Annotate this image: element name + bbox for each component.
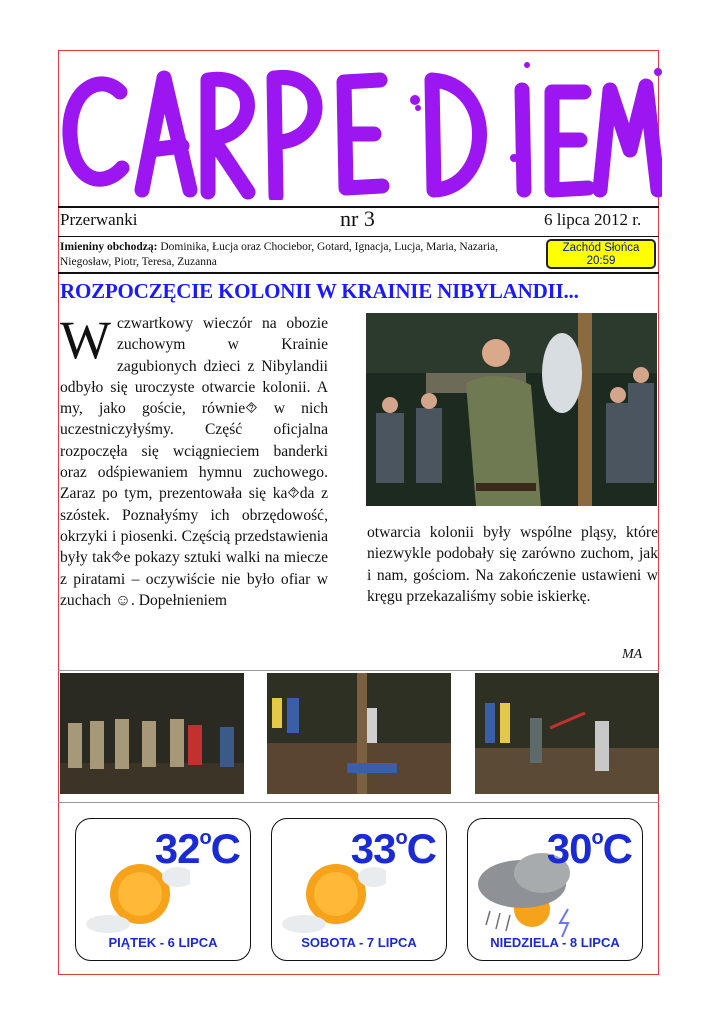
- issue-place: Przerwanki: [60, 210, 138, 229]
- article-author: MA: [622, 647, 643, 662]
- article-column-1: [60, 310, 328, 611]
- weather-card-friday: [75, 818, 251, 961]
- temperature: 32$^o$C: [154, 825, 240, 872]
- article-text-1: czwartkowy wieczór na obozie zuchowym w Krainie zagubionych dzieci z Nibylandii odbyło się uroczyste otwarcie kolonii. A my, jako goście, równie⯑ w nich uczestniczyłyśmy. Część oficjalna rozpoczęła się wciągnieciem banderki oraz odśpiewaniem hymnu zuchowego. Zaraz po tym, prezentowała się ka⯑da z szóstek. Poznałyśmy ich obrzędowość, okrzyki i piosenki. Częścią przedstawienia były tak⯑e pokazy sztuki walki na miecze z piratami – oczywiście nie było ofiar w zuchach ☺. Dopełnieniem: [60, 315, 328, 609]
- issue-date: 6 lipca 2012 r.: [544, 210, 642, 229]
- day-label: NIEDZIELA - 8 LIPCA: [490, 935, 620, 950]
- namedays-label: Imieniny obchodzą:: [60, 241, 158, 253]
- temperature: 33$^o$C: [350, 825, 436, 872]
- photo-group-thumbnail: [60, 673, 244, 794]
- dropcap: W: [60, 310, 111, 370]
- weather-card-sunday: [467, 818, 643, 961]
- rule-section: [58, 272, 659, 274]
- article-column-2: otwarcia kolonii były wspólne pląsy, które niezwykle podobały się zarówno zuchom, jak i nam, gościom. Na zakończenie ustawieni w kręgu przekazaliśmy sobie iskierkę.: [367, 524, 658, 605]
- photo-pirates-thumbnail: [475, 673, 659, 794]
- article-headline: ROZPOCZĘCIE KOLONII W KRAINIE NIBYLANDII...: [60, 279, 579, 303]
- issue-number: nr 3: [340, 206, 375, 231]
- day-label: PIĄTEK - 6 LIPCA: [108, 935, 218, 950]
- rule-sub: [58, 236, 659, 237]
- weather-card-saturday: [271, 818, 447, 961]
- masthead-logo: [62, 50, 662, 200]
- day-label: SOBOTA - 7 LIPCA: [301, 935, 417, 950]
- rule-photos-bottom: [58, 802, 659, 803]
- namedays-names: Dominika, Łucja oraz Chociebor, Gotard, Ignacja, Lucja, Maria, Nazaria, Niegosław, Piotr, Teresa, Zuzanna: [60, 241, 499, 268]
- temperature: 30$^o$C: [546, 825, 632, 872]
- rule-photos-top: [58, 670, 659, 671]
- sunset-label: Zachód Słońca: [562, 242, 640, 254]
- sunset-badge: [546, 239, 656, 269]
- photo-flag-raising: [366, 313, 657, 506]
- sunset-time: 20:59: [586, 255, 616, 267]
- namedays: [60, 240, 540, 270]
- photo-sword-fight-thumbnail: [267, 673, 451, 794]
